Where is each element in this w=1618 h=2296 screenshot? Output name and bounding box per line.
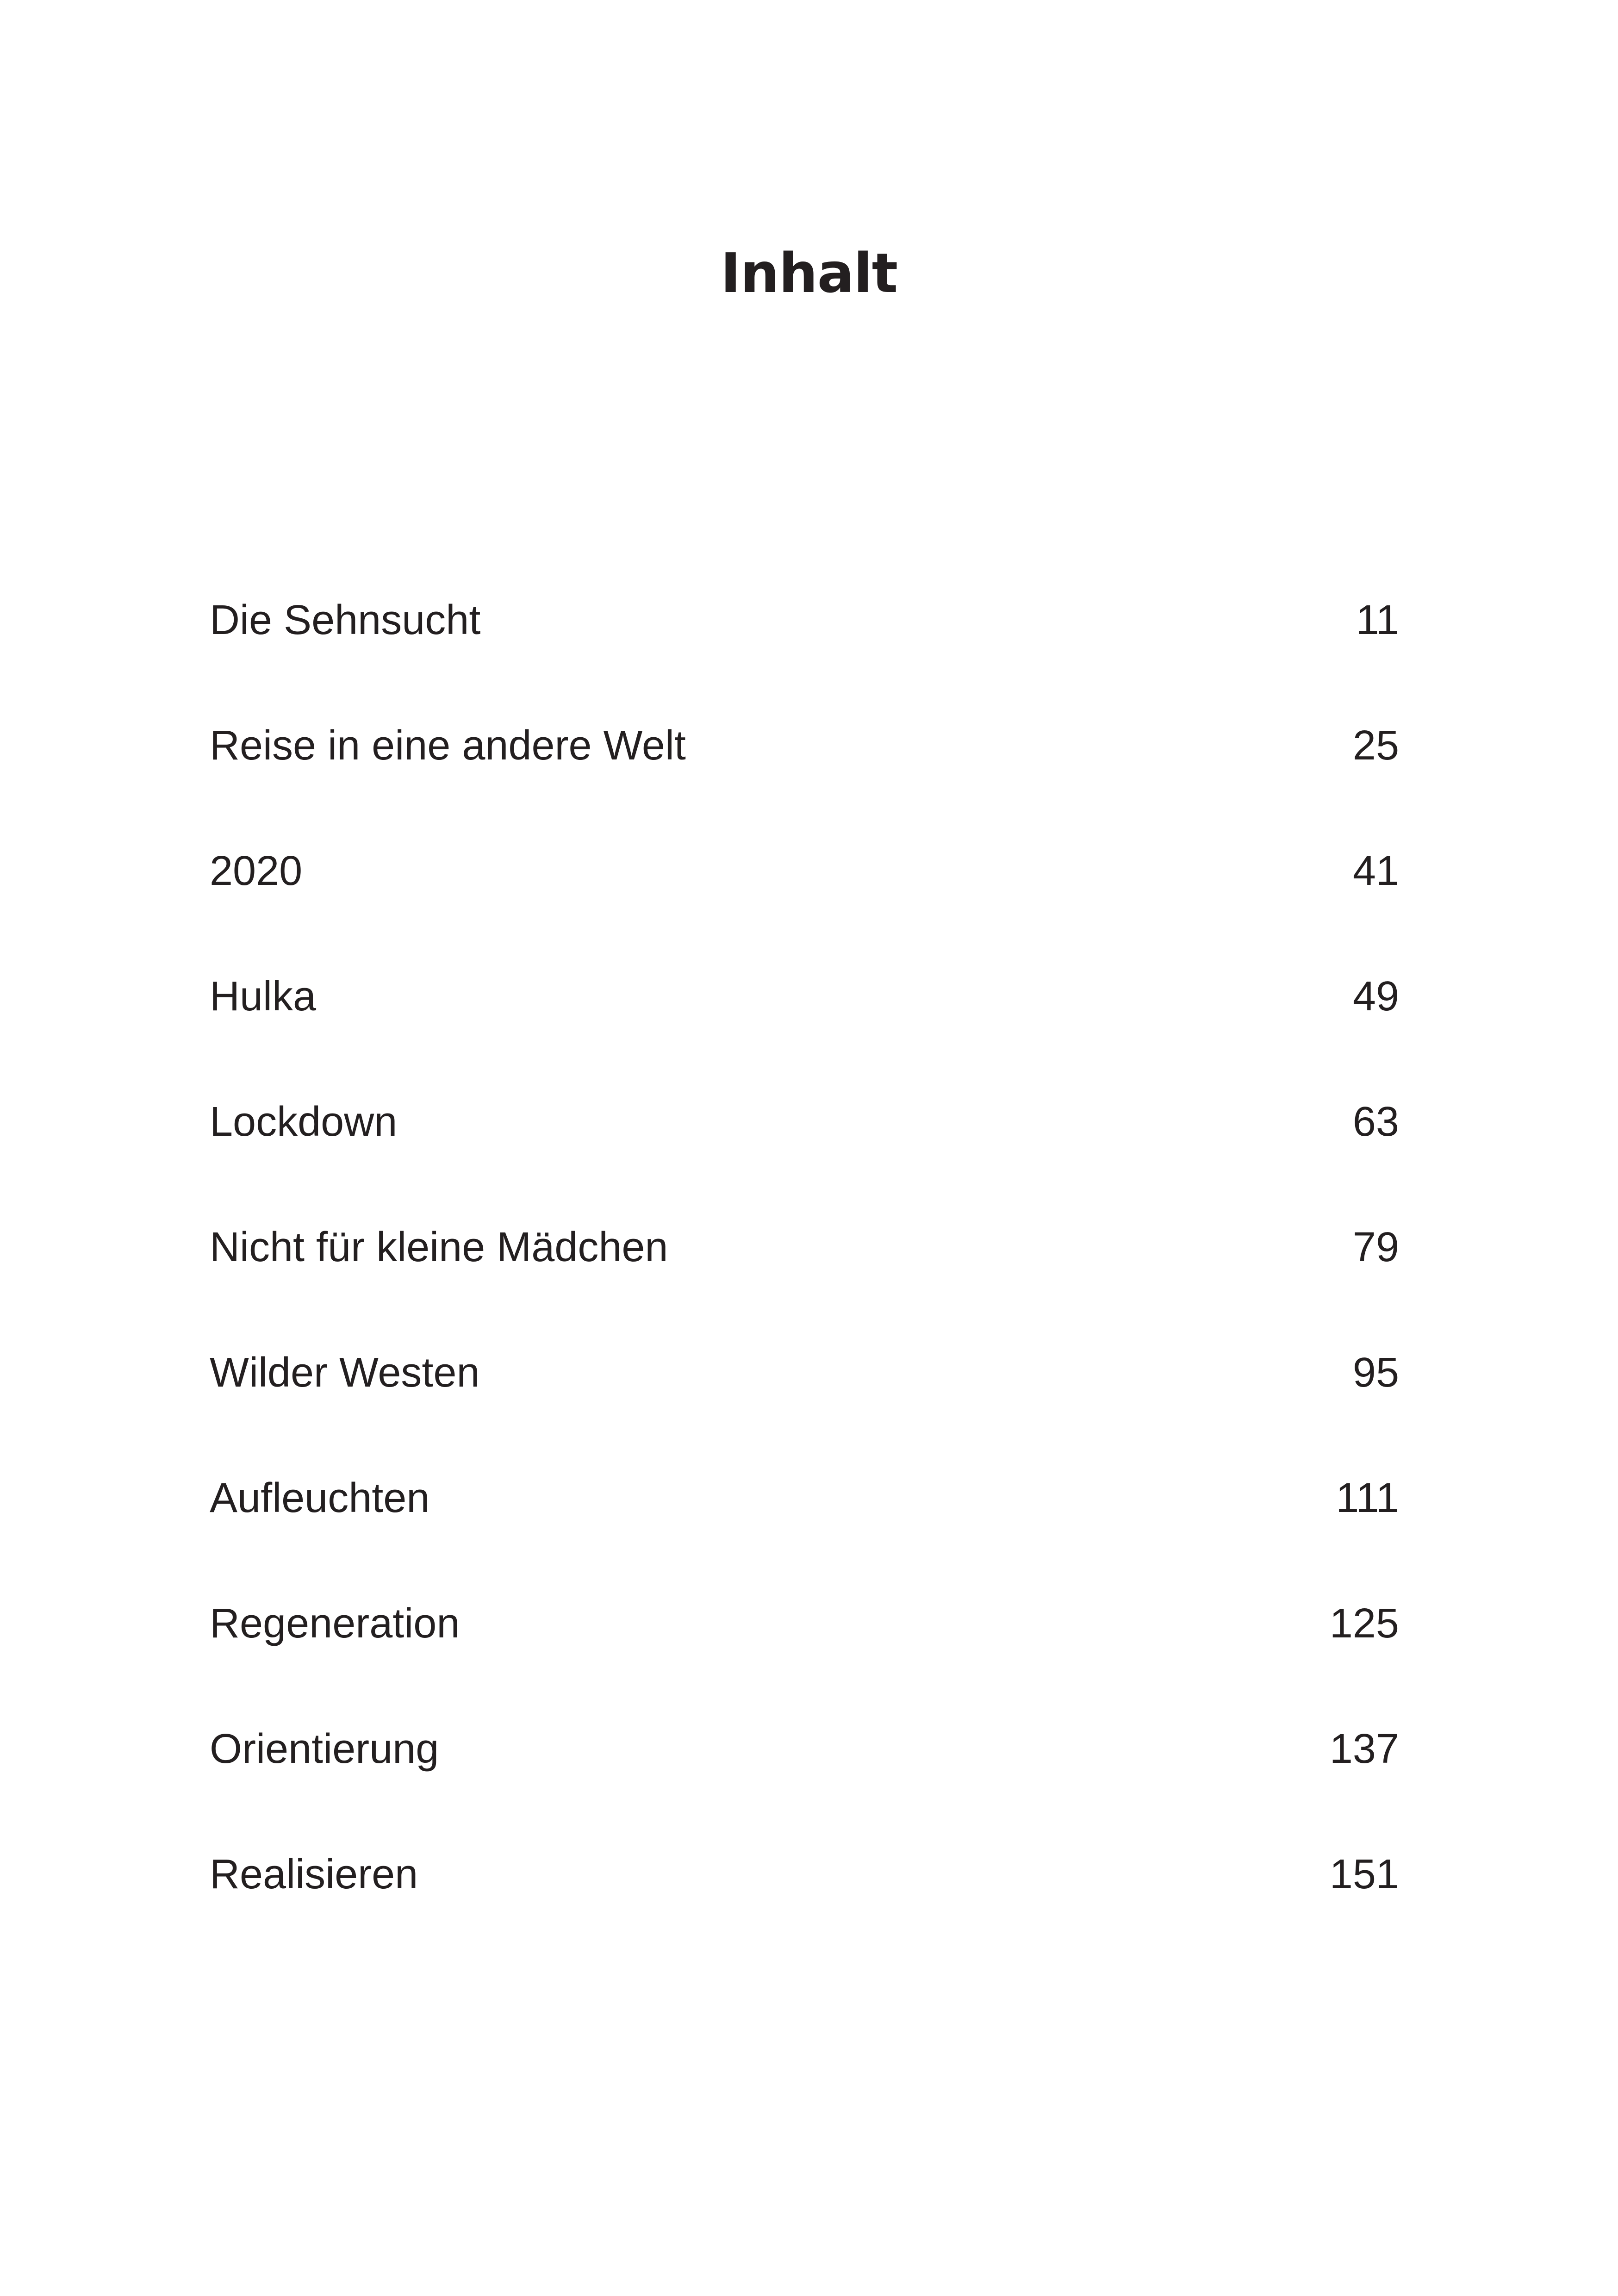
toc-entry xyxy=(210,962,1399,1087)
toc-entry-label: Hulka xyxy=(210,973,317,1020)
toc-entry-page: 79 xyxy=(1352,1224,1399,1270)
table-of-contents xyxy=(210,585,1399,1965)
toc-entry-label: Aufleuchten xyxy=(210,1475,430,1521)
toc-entry xyxy=(210,1714,1399,1840)
toc-entry-page: 63 xyxy=(1352,1099,1399,1145)
toc-entry xyxy=(210,1589,1399,1714)
toc-entry-label: Realisieren xyxy=(210,1851,418,1898)
toc-entry-page: 41 xyxy=(1352,848,1399,894)
toc-entry xyxy=(210,585,1399,711)
toc-entry-page: 137 xyxy=(1329,1726,1399,1772)
toc-entry xyxy=(210,1087,1399,1213)
toc-entry-label: Wilder Westen xyxy=(210,1350,480,1396)
toc-entry-label: Lockdown xyxy=(210,1099,398,1145)
toc-entry-page: 11 xyxy=(1356,597,1399,643)
toc-entry xyxy=(210,711,1399,836)
toc-entry-label: Orientierung xyxy=(210,1726,439,1772)
toc-entry xyxy=(210,1338,1399,1463)
page-title: Inhalt xyxy=(720,241,898,305)
toc-entry xyxy=(210,836,1399,962)
toc-entry xyxy=(210,1213,1399,1338)
toc-entry-label: Reise in eine andere Welt xyxy=(210,722,686,769)
toc-entry-label: Regeneration xyxy=(210,1600,460,1647)
toc-entry-page: 111 xyxy=(1336,1475,1399,1521)
toc-entry xyxy=(210,1463,1399,1589)
toc-entry-page: 151 xyxy=(1329,1851,1399,1898)
toc-entry-label: 2020 xyxy=(210,848,303,894)
toc-entry-page: 49 xyxy=(1352,973,1399,1020)
toc-entry-page: 25 xyxy=(1352,722,1399,769)
toc-entry-label: Nicht für kleine Mädchen xyxy=(210,1224,668,1270)
toc-entry-page: 95 xyxy=(1352,1350,1399,1396)
toc-entry-label: Die Sehnsucht xyxy=(210,597,481,643)
toc-entry-page: 125 xyxy=(1329,1600,1399,1647)
toc-entry xyxy=(210,1840,1399,1965)
